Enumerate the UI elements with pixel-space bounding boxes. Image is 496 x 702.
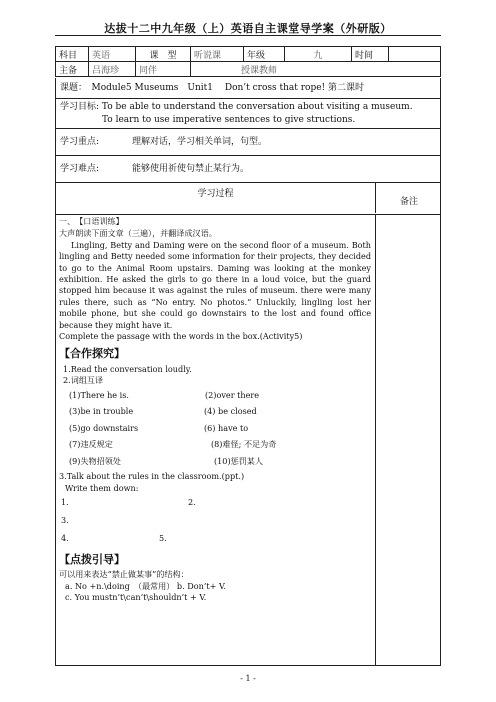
blank-row	[59, 512, 371, 530]
phrase-item: (8)难怪; 不足为奇	[211, 439, 277, 450]
phrase-item: (4) be closed	[204, 406, 257, 417]
blank-row	[59, 530, 371, 548]
phrase-item: (1)There he is.	[69, 389, 129, 400]
time-label: 时间	[352, 47, 389, 62]
difficulties-label: 学习难点:	[60, 164, 100, 174]
blank-item: 1.	[61, 497, 69, 507]
structure-item: a. No +n.\doing （最常用） b. Don’t+ V.	[65, 580, 226, 591]
phrase-item: (10)惩罚某人	[214, 455, 263, 466]
grade-value: 九	[285, 47, 352, 62]
objective-item: To learn to use imperative sentences to give structions.	[102, 115, 356, 125]
task-talk-rules: 3.Talk about the rules in the classroom.(ppt.)	[59, 471, 245, 482]
phrase-item: (5)go downstairs	[69, 422, 139, 433]
phrase-item: (9)失物招领处	[69, 455, 121, 466]
teacher-label: 授课教师	[191, 62, 441, 77]
section-cooperative-title: 【合作探究】	[59, 347, 125, 361]
grade-label: 年级	[244, 47, 285, 62]
section-guidance-title: 【点拨引导】	[59, 553, 125, 566]
section-oral-instruction: 大声朗读下面文章（三遍），并翻译成汉语。	[59, 228, 217, 239]
author-value: 吕海珍	[89, 62, 136, 77]
blank-row	[59, 494, 371, 512]
phrase-row	[59, 420, 371, 437]
phrase-row	[59, 403, 371, 420]
objectives-row	[55, 99, 441, 129]
key-points-text: 理解对话，学习相关单词，句型。	[132, 137, 268, 147]
phrase-item: (6) have to	[204, 422, 249, 433]
blank-item: 3.	[61, 515, 69, 525]
notes-column-divider	[375, 215, 376, 665]
phrase-row	[59, 453, 371, 470]
reading-passage: Lingling, Betty and Daming were on the second floor of a museum. Both lingling and Betty needed some information for their projects, they decided to go to the Animal Room upstairs. Daming was looking at the monkey exhibition. He asked the girls to go there in a loud voice, but the guard stopped him because it was against the rules of museum. there were many rules there, such as “No entry. No photos.” Unluckily, lingling lost her mobile phone, but she could go downstairs to the lost and found office because they might have it.	[59, 239, 371, 330]
lesson-type-value: 听说课	[191, 47, 244, 62]
section-oral-title: 一、 【口语训练】	[59, 216, 124, 226]
header-table	[55, 46, 441, 77]
blank-item: 2.	[188, 497, 196, 507]
task-write-down: Write them down:	[65, 482, 139, 493]
notes-label: 备注	[399, 197, 418, 207]
objectives-label: 学习目标:	[60, 102, 100, 112]
passage-task: Complete the passage with the words in the box.(Activity5)	[59, 331, 303, 342]
blank-item: 4.	[61, 533, 69, 543]
subject-value: 英语	[89, 47, 136, 62]
document-title: 达拔十二中九年级（上）英语自主课堂导学案（外研版）	[104, 22, 392, 35]
blank-item: 5.	[159, 533, 167, 543]
phrase-item: (7)违反规定	[69, 439, 113, 450]
page-number: - 1 -	[240, 674, 256, 683]
task-read: 1.Read the conversation loudly.	[63, 363, 192, 374]
author-label: 主备	[56, 62, 89, 77]
time-value	[389, 47, 441, 62]
peer-label: 同伴	[136, 62, 191, 77]
phrase-item: (3)be in trouble	[69, 406, 134, 417]
key-points-row	[55, 129, 441, 156]
process-header	[55, 183, 441, 215]
difficulties-text: 能够使用祈使句禁止某行为。	[132, 164, 250, 174]
guidance-intro: 可以用来表达“禁止做某事”的结构：	[59, 569, 189, 580]
structure-item: c. You mustn’t\can’t\shouldn’t + V.	[65, 592, 207, 603]
lesson-topic: 课题： Module5 Museums Unit1 Don’t cross that rope! 第二课时	[55, 78, 441, 99]
phrase-row	[59, 436, 371, 453]
objective-item: To be able to understand the conversation about visiting a museum.	[101, 102, 413, 112]
phrase-item: (2)over there	[205, 389, 260, 400]
lesson-content	[59, 216, 371, 604]
subject-label: 科目	[56, 47, 89, 62]
process-label: 学习过程	[197, 189, 234, 199]
key-points-label: 学习重点:	[60, 137, 100, 147]
difficulties-row	[55, 156, 441, 183]
phrase-row	[59, 387, 371, 404]
title-underline	[55, 35, 441, 36]
task-translate: 2.词组互译	[63, 375, 104, 386]
lesson-type-label: 课 型	[136, 47, 191, 62]
